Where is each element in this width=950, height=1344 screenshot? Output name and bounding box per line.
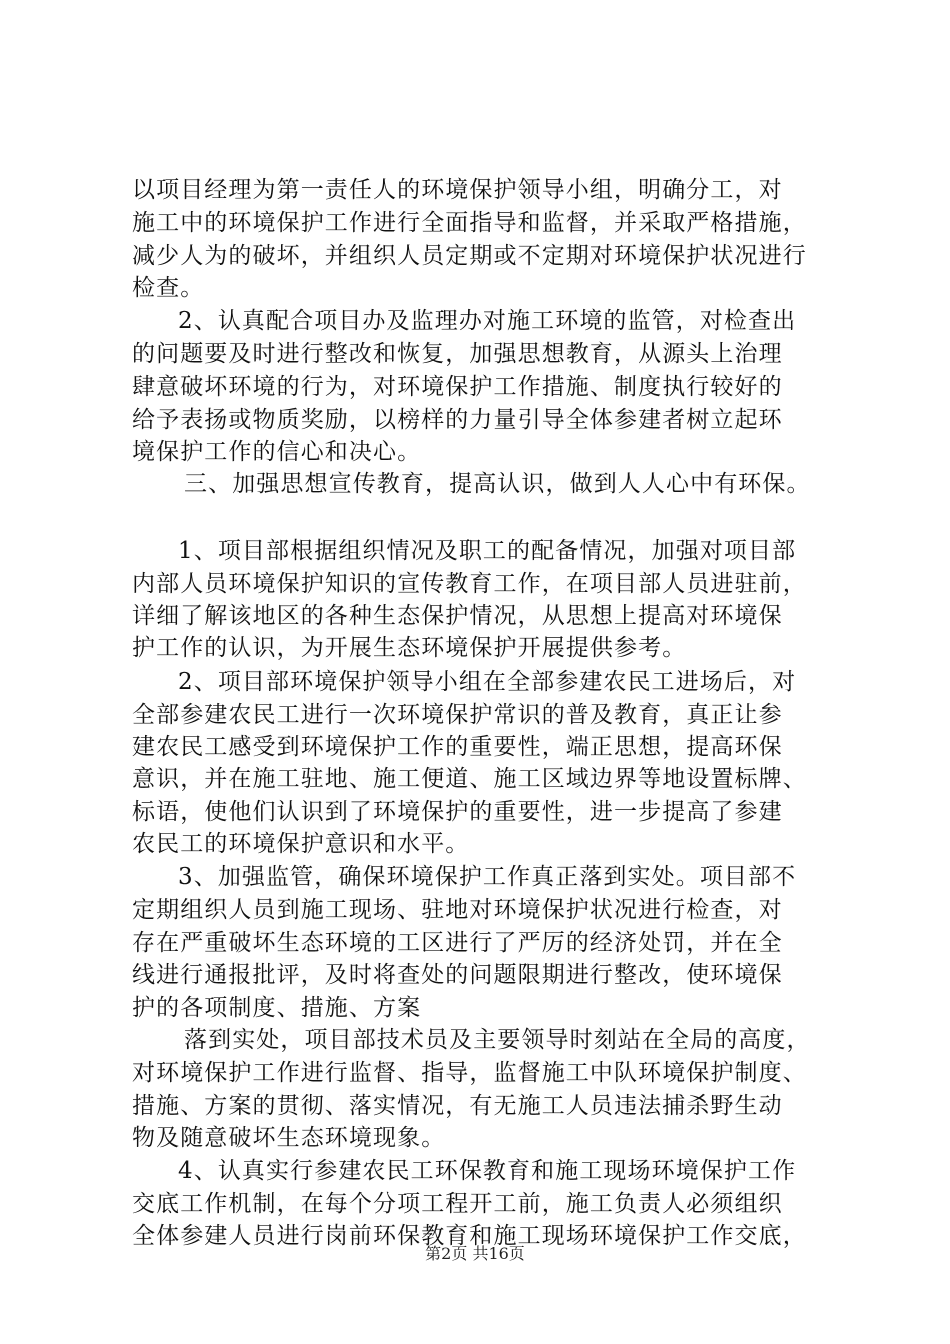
- text-line: 给予表扬或物质奖励，以榜样的力量引导全体参建者树立起环: [132, 407, 783, 433]
- text-line: 线进行通报批评，及时将查处的问题限期进行整改，使环境保: [132, 962, 783, 988]
- text-line: 定期组织人员到施工现场、驻地对环境保护状况进行检查，对: [132, 897, 783, 923]
- text-line: 标语，使他们认识到了环境保护的重要性，进一步提高了参建: [132, 799, 783, 825]
- text-line: 意识，并在施工驻地、施工便道、施工区域边界等地设置标牌、: [132, 766, 807, 792]
- text-line: 施工中的环境保护工作进行全面指导和监督，并采取严格措施，: [132, 210, 807, 236]
- text-line: 护工作的认识，为开展生态环境保护开展提供参考。: [132, 635, 687, 661]
- text-line: 3、加强监管，确保环境保护工作真正落到实处。项目部不: [178, 864, 797, 890]
- text-line: 肆意破坏环境的行为，对环境保护工作措施、制度执行较好的: [132, 374, 783, 400]
- text-line: 境保护工作的信心和决心。: [132, 439, 422, 465]
- text-line: 物及随意破坏生态环境现象。: [132, 1125, 446, 1151]
- text-line: 全部参建农民工进行一次环境保护常识的普及教育，真正让参: [132, 702, 783, 728]
- text-line: 措施、方案的贯彻、落实情况，有无施工人员违法捕杀野生动: [132, 1093, 783, 1119]
- text-line: 2、项目部环境保护领导小组在全部参建农民工进场后，对: [178, 669, 797, 695]
- text-line: 详细了解该地区的各种生态保护情况，从思想上提高对环境保: [132, 603, 783, 629]
- text-line: 的问题要及时进行整改和恢复，加强思想教育，从源头上治理: [132, 341, 783, 367]
- text-line: 1、项目部根据组织情况及职工的配备情况，加强对项目部: [178, 538, 797, 564]
- text-line: 落到实处，项目部技术员及主要领导时刻站在全局的高度，: [184, 1027, 811, 1053]
- text-line: 护的各项制度、措施、方案: [132, 995, 422, 1021]
- text-line: 建农民工感受到环境保护工作的重要性，端正思想，提高环保: [132, 734, 783, 760]
- text-line: 交底工作机制，在每个分项工程开工前，施工负责人必须组织: [132, 1191, 783, 1217]
- text-line: 检查。: [132, 275, 205, 301]
- text-line: 存在严重破坏生态环境的工区进行了严厉的经济处罚，并在全: [132, 930, 783, 956]
- text-line: 4、认真实行参建农民工环保教育和施工现场环境保护工作: [178, 1158, 797, 1184]
- section-heading: 三、加强思想宣传教育，提高认识，做到人人心中有环保。: [184, 471, 811, 497]
- text-line: 对环境保护工作进行监督、指导，监督施工中队环境保护制度、: [132, 1060, 807, 1086]
- text-line: 2、认真配合项目办及监理办对施工环境的监管，对检查出: [178, 308, 797, 334]
- text-line: 全体参建人员进行岗前环保教育和施工现场环境保护工作交底，: [132, 1223, 807, 1249]
- text-line: 内部人员环境保护知识的宣传教育工作，在项目部人员进驻前，: [132, 571, 807, 597]
- page-number-footer: 第2页 共16页: [425, 1244, 525, 1263]
- text-line: 以项目经理为第一责任人的环境保护领导小组，明确分工，对: [132, 177, 783, 203]
- text-line: 农民工的环境保护意识和水平。: [132, 831, 470, 857]
- text-line: 减少人为的破坏，并组织人员定期或不定期对环境保护状况进行: [132, 243, 807, 269]
